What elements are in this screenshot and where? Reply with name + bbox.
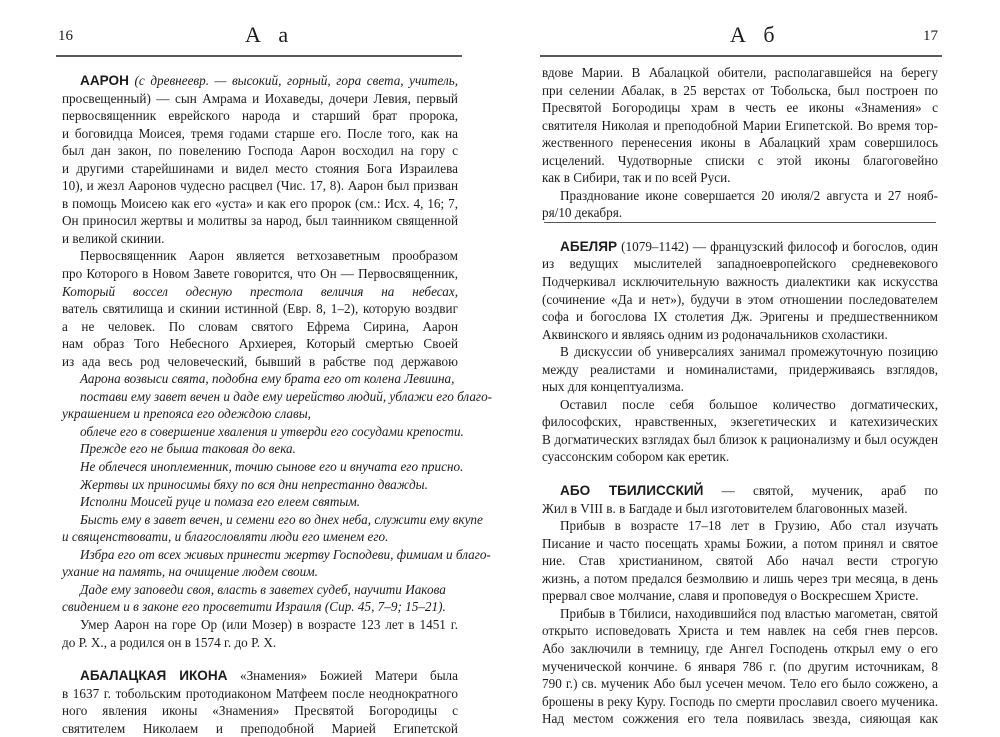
quote-line: свидением и в законе его просветити Израиля (Сир. 45, 7–9; 15–21). — [62, 599, 446, 615]
quote-line: и священствовати, и благословляти люди его именем его. — [62, 529, 389, 545]
header-rule — [56, 55, 462, 57]
quote-line: облече его в совершение хваления и утверди его сосудами крепости. — [80, 423, 464, 439]
entry-separator — [544, 222, 936, 223]
running-head: А а — [245, 22, 295, 47]
quote-line: украшением и препояса его одеждою славы, — [62, 406, 311, 422]
left-page — [0, 0, 500, 736]
right-column: вдове Марии. В Абалацкой обители, располагавшейся на берегу при селении Абалак, в 25 верстах от Тобольска, был построен по Пресвятой Богородицы храм в честь ее иконы «Знамения» с святителя Николая и преподобной Марии Египетской. Во время тор- жественного перенесения иконы в Абалацкий храм совершилось исцелений. Чудотворные списки с этой иконы благоговейно как в Сибири, так и по всей Руси. Празднование иконе совершается 20 июля/2 августа и 27 нояб- ря/10 декабря. АБЕЛЯР (1079–1142) — французский философ и богослов, один из ведущих мыслителей западноевропейского средневекового Подчеркивал исключительную важность диалектики как искусства (сочинение «Да и нет»), будучи в этом отношении последователем софа и богослова IX столетия Дж. Эригены и предшественником Аквинского и являясь одним из родоначальников схоластики. В дискуссии об универсалиях занимал промежуточную позицию между реалистами и номиналистами, придерживаясь взглядов, ных для концептуализма. Оставил после себя большое количество догматических, философских, нравственных, экзегетических и катехизических В догматических взглядах был близок к рационализму и был осужден суассонским собором как еретик. АБО ТБИЛИССКИЙ — святой, мученик, араб по Жил в VIII в. в Багдаде и был изготовителем благовонных мазей. Прибыв в возрасте 17–18 лет в Грузию, Або стал изучать Писание и часто посещать храмы Божии, а потом принял и святое ние. Став христианином, святой Або начал вести строгую жизнь, а потом предался безмолвию и лишь через три месяца, в день прервал свое молчание, славя и проповедуя о Воскресшем Христе. Прибыв в Тбилиси, находившийся под властью магометан, святой открыто исповедовать Христа и тем навлек на себя гнев персов. Або заключили в темницу, где Ангел Господень открыл ему о его мученической кончине. 6 января 786 г. (по другим источникам, 8 790 г.) св. мученик Або был усечен мечом. Тело его было сожжено, а брошены в реку Куру. Господь по смерти прославил своего мученика. Над местом сожжения его тела появилась звезда, сияющая как — [542, 65, 938, 727]
entry-first-line: АБО ТБИЛИССКИЙ — святой, мученик, араб по — [560, 483, 938, 499]
quote-line: Прежде его не быша таковая до века. — [80, 441, 296, 457]
quote-line: Избра его от всех живых принести жертву Господеви, фимиам и благо- — [80, 546, 491, 562]
entry-headword: АБАЛАЦКАЯ ИКОНА — [80, 668, 228, 684]
header-rule — [540, 55, 942, 57]
quote-line: Аарона возвыси свята, подобна ему брата его от колена Левиина, — [80, 371, 455, 387]
quote-line: Исполни Моисей руце и помаза его елеем святым. — [80, 494, 361, 510]
page-number: 17 — [923, 28, 938, 44]
quote-line: Не облечеся иноплеменник, точию сынове его и внучата его присно. — [80, 459, 464, 475]
entry-headword: ААРОН — [80, 73, 129, 88]
right-page — [500, 0, 1000, 727]
quote-line: Бысть ему в завет вечен, и семени его во днех неба, служити ему вкупе — [80, 511, 483, 527]
running-head: А б — [730, 22, 781, 47]
left-column: ААРОН (с древнеевр. — высокий, горный, гора света, учитель, просвещенный) — сын Амрама и Иохаведы, дочери Левия, первый первосвященник еврейского народа и старший брат пророка, и боговидца Моисея, тремя годами старше его. После того, как на был дан закон, по повелению Господа Аарон восходил на гору с и другими старейшинами и видел место стояния Бога Израилева 10), и жезл Ааронов чудесно расцвел (Чис. 17, 8). Аарон был призван в помощь Моисею как его «уста» и как его пророк (см.: Исх. 4, 16; 7, Он приносил жертвы и молитвы за народ, был таинником священной и великой скинии. Первосвященник Аарон является ветхозаветным прообразом про Которого в Новом Завете говорится, что Он — Первосвященник, Который воссел одесную престола величия на небесах, ватель святилища и скинии истинной (Евр. 8, 1–2), которую воздвиг а не человек. По словам святого Ефрема Сирина, Аарон нам образ Того Небесного Архиерея, Который смертью Своей из ада весь род человеческий, бывший в рабстве под державою Аарона возвыси свята, подобна ему брата его от колена Левиина, постави ему завет вечен и даде ему иерейство людий, ублажи его благо- украшением и препояса его одеждою славы, облече его в совершение хваления и утверди его сосудами крепости. Прежде его не быша таковая до века. Не облечеся иноплеменник, точию сынове его и внучата его присно. Жертвы их приносимы бяху по вся дни непрестанно дважды. Исполни Моисей руце и помаза его елеем святым. Бысть ему в завет вечен, и семени его во днех неба, служити ему вкупе и священствовати, и благословляти люди его именем его. Избра его от всех живых принести жертву Господеви, фимиам и благо- ухание на память, на очищение людем своим. Даде ему заповеди своя, власть в заветех судеб, научити Иакова свидением и в законе его просветити Израиля (Сир. 45, 7–9; 15–21). Умер Аарон на горе Ор (или Мозер) в возрасте 123 лет в 1451 г. до Р. Х., а родился он в 1574 г. до Р. Х. АБАЛАЦКАЯ ИКОНА «Знамения» Божией Матери была в 1637 г. тобольским протодиаконом Матфеем после неоднократного ного явления иконы «Знамения» Пресвятой Богородицы с святителем Николаем и преподобной Марией Египетской — [62, 73, 493, 736]
quote-line: Жертвы их приносимы бяху по вся дни непрестанно дважды. — [80, 476, 428, 492]
quote-line: Даде ему заповеди своя, власть в заветех судеб, научити Иакова — [80, 581, 446, 597]
entry-headword: АБО ТБИЛИССКИЙ — [560, 483, 704, 499]
quote-line: ухание на память, на очищение людем своим. — [62, 564, 318, 580]
entry-first-line: ААРОН (с древнеевр. — высокий, горный, гора света, учитель, — [80, 73, 458, 88]
quote-line: постави ему завет вечен и даде ему иерейство людий, ублажи его благо- — [80, 388, 493, 404]
entry-first-line: АБАЛАЦКАЯ ИКОНА «Знамения» Божией Матери была — [80, 668, 458, 684]
page-number: 16 — [58, 28, 73, 44]
entry-headword: АБЕЛЯР — [560, 238, 618, 254]
entry-first-line: АБЕЛЯР (1079–1142) — французский философ и богослов, один — [560, 238, 938, 254]
